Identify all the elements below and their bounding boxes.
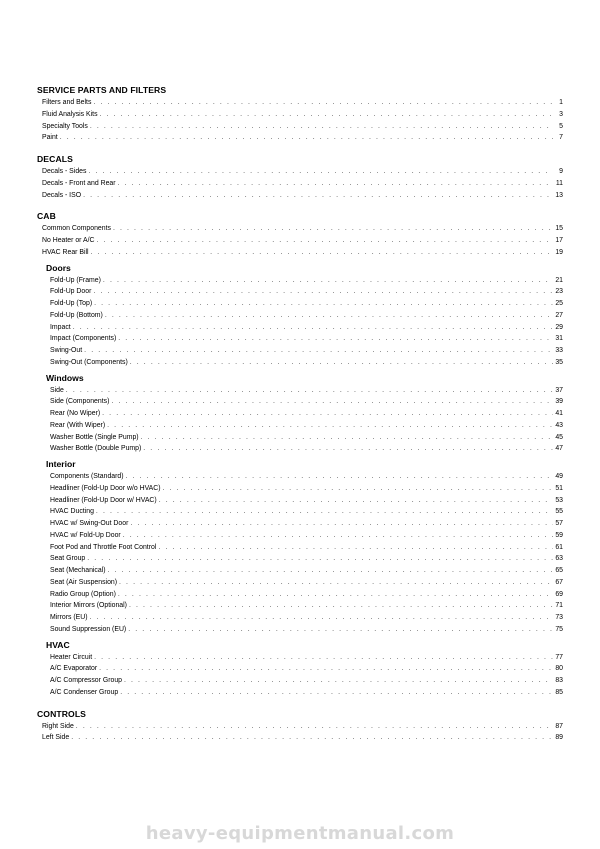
toc-entry-page: 53 bbox=[555, 496, 563, 504]
toc-entry[interactable] bbox=[37, 190, 563, 202]
dot-leader bbox=[118, 178, 553, 190]
toc-entry-page: 73 bbox=[555, 614, 563, 621]
toc-entry-label: Right Side bbox=[42, 722, 74, 730]
toc-entry-label: Interior Mirrors (Optional) bbox=[50, 602, 127, 610]
toc-entry[interactable] bbox=[46, 420, 563, 432]
toc-entry[interactable] bbox=[46, 506, 563, 518]
toc-entry[interactable] bbox=[46, 432, 563, 444]
toc-entry[interactable] bbox=[46, 385, 563, 397]
toc-entry[interactable] bbox=[37, 247, 563, 259]
subsection-title: Windows bbox=[46, 372, 84, 383]
toc-entry-page: 39 bbox=[555, 398, 563, 406]
toc-subsection bbox=[46, 372, 563, 456]
toc-entry-page: 57 bbox=[555, 520, 563, 527]
toc-entry-page: 33 bbox=[555, 347, 563, 354]
toc-entry-label: Fold-Up Door bbox=[50, 288, 92, 296]
toc-entry-page: 29 bbox=[555, 323, 563, 331]
dot-leader bbox=[113, 223, 553, 235]
toc-entry-page: 87 bbox=[555, 722, 563, 730]
toc-entry-label: Paint bbox=[42, 134, 58, 142]
subsection-title: Interior bbox=[46, 459, 76, 469]
toc-entry[interactable] bbox=[46, 483, 563, 495]
toc-subsection bbox=[46, 458, 563, 636]
toc-entry[interactable] bbox=[37, 235, 563, 247]
toc-entry-page: 67 bbox=[555, 578, 563, 586]
toc-entry-page: 13 bbox=[555, 191, 563, 199]
toc-entry[interactable] bbox=[37, 109, 563, 121]
dot-leader bbox=[108, 565, 553, 577]
dot-leader bbox=[123, 530, 553, 542]
toc-entry-page: 89 bbox=[555, 734, 563, 742]
dot-leader bbox=[73, 322, 553, 334]
toc-section bbox=[37, 708, 563, 745]
subsection-title: HVAC bbox=[46, 639, 70, 650]
toc-entry[interactable] bbox=[37, 178, 563, 190]
toc-entry-label: Side bbox=[50, 386, 64, 394]
toc-entry-page: 35 bbox=[555, 358, 563, 366]
toc-entry-page: 9 bbox=[559, 168, 563, 175]
toc-entry-page: 43 bbox=[555, 421, 563, 429]
dot-leader bbox=[107, 420, 553, 432]
toc-entry[interactable] bbox=[46, 443, 563, 455]
toc-entry-label: Headliner (Fold-Up Door w/o HVAC) bbox=[50, 484, 161, 492]
toc-entry-page: 80 bbox=[555, 665, 563, 673]
toc-entry-label: Fluid Analysis Kits bbox=[42, 110, 98, 118]
toc-entry[interactable] bbox=[46, 471, 563, 483]
dot-leader bbox=[71, 732, 553, 744]
toc-entry-page: 17 bbox=[555, 237, 563, 244]
dot-leader bbox=[120, 687, 553, 699]
dot-leader bbox=[94, 652, 553, 664]
toc-entry[interactable] bbox=[46, 357, 563, 369]
toc-entry[interactable] bbox=[46, 589, 563, 601]
toc-entry-label: Swing-Out (Components) bbox=[50, 358, 128, 366]
toc-entry-label: Seat Group bbox=[50, 555, 86, 563]
toc-entry-label: Components (Standard) bbox=[50, 473, 124, 480]
toc-entry-page: 83 bbox=[555, 677, 563, 684]
toc-entry-label: Sound Suppression (EU) bbox=[50, 625, 127, 633]
toc-entry[interactable] bbox=[46, 345, 563, 357]
toc-entry[interactable] bbox=[46, 565, 563, 577]
toc-entry[interactable] bbox=[46, 553, 563, 565]
toc-entry-page: 19 bbox=[555, 248, 563, 256]
dot-leader bbox=[105, 310, 553, 322]
toc-entry[interactable] bbox=[37, 121, 563, 133]
toc-entry-page: 49 bbox=[555, 473, 563, 480]
toc-entry[interactable] bbox=[46, 577, 563, 589]
subsection-title: Doors bbox=[46, 262, 71, 273]
toc-entry-label: No Heater or A/C bbox=[42, 237, 95, 244]
toc-entry-page: 21 bbox=[555, 276, 563, 284]
toc-entry-page: 51 bbox=[555, 484, 563, 492]
toc-entry-page: 23 bbox=[555, 288, 563, 296]
toc-entry[interactable] bbox=[46, 530, 563, 542]
toc-entry[interactable] bbox=[37, 223, 563, 235]
dot-leader bbox=[83, 190, 553, 202]
toc-entry-page: 25 bbox=[555, 300, 563, 307]
dot-leader bbox=[130, 518, 553, 530]
toc-entry-page: 65 bbox=[555, 567, 563, 574]
toc-entry[interactable] bbox=[46, 624, 563, 636]
dot-leader bbox=[119, 577, 553, 589]
toc-entry-page: 5 bbox=[559, 122, 563, 130]
section-title: CAB bbox=[37, 211, 56, 222]
table-of-contents bbox=[37, 84, 563, 753]
toc-entry-page: 45 bbox=[555, 433, 563, 441]
section-title: DECALS bbox=[37, 154, 73, 164]
dot-leader bbox=[66, 385, 553, 397]
toc-section bbox=[37, 84, 563, 144]
dot-leader bbox=[87, 553, 553, 565]
toc-entry-page: 69 bbox=[555, 590, 563, 598]
toc-entry[interactable] bbox=[37, 721, 563, 733]
toc-entry-page: 15 bbox=[555, 225, 563, 233]
toc-entry-page: 27 bbox=[555, 311, 563, 319]
toc-entry[interactable] bbox=[46, 687, 563, 699]
toc-entry[interactable] bbox=[46, 542, 563, 554]
toc-entry-page: 75 bbox=[555, 625, 563, 633]
toc-entry-page: 41 bbox=[555, 410, 563, 417]
toc-entry[interactable] bbox=[46, 310, 563, 322]
dot-leader bbox=[84, 345, 553, 357]
toc-entry-label: A/C Compressor Group bbox=[50, 677, 122, 684]
toc-entry-label: HVAC w/ Swing-Out Door bbox=[50, 520, 129, 527]
toc-entry-label: Fold-Up (Top) bbox=[50, 300, 93, 307]
toc-entry[interactable] bbox=[37, 732, 563, 744]
toc-entry-page: 77 bbox=[555, 653, 563, 661]
toc-entry-label: Decals - ISO bbox=[42, 191, 82, 199]
toc-entry[interactable] bbox=[46, 286, 563, 298]
dot-leader bbox=[158, 542, 553, 554]
dot-leader bbox=[103, 275, 553, 287]
toc-entry[interactable] bbox=[46, 652, 563, 664]
dot-leader bbox=[118, 333, 553, 345]
toc-section bbox=[37, 210, 563, 698]
toc-entry-label: A/C Condenser Group bbox=[50, 688, 119, 696]
toc-entry[interactable] bbox=[37, 97, 563, 109]
toc-entry-page: 11 bbox=[555, 179, 563, 187]
dot-leader bbox=[129, 600, 553, 612]
toc-entry[interactable] bbox=[46, 408, 563, 420]
toc-entry[interactable] bbox=[46, 275, 563, 287]
dot-leader bbox=[91, 247, 553, 259]
toc-entry-label: Common Components bbox=[42, 225, 111, 233]
toc-entry-label: Mirrors (EU) bbox=[50, 614, 88, 621]
toc-entry-label: Impact (Components) bbox=[50, 335, 117, 343]
toc-entry-label: Decals - Sides bbox=[42, 168, 87, 175]
toc-entry-label: Rear (With Wiper) bbox=[50, 421, 106, 429]
dot-leader bbox=[128, 624, 553, 636]
toc-entry-label: Headliner (Fold-Up Door w/ HVAC) bbox=[50, 496, 157, 504]
toc-entry-label: Impact bbox=[50, 323, 71, 331]
toc-entry-label: A/C Evaporator bbox=[50, 665, 98, 673]
dot-leader bbox=[143, 443, 553, 455]
toc-entry-label: HVAC w/ Fold-Up Door bbox=[50, 531, 121, 539]
dot-leader bbox=[126, 471, 553, 483]
toc-entry-label: Washer Bottle (Double Pump) bbox=[50, 445, 142, 453]
dot-leader bbox=[159, 495, 553, 507]
toc-entry[interactable] bbox=[37, 132, 563, 144]
toc-entry-label: Radio Group (Option) bbox=[50, 590, 116, 598]
toc-entry-page: 31 bbox=[555, 335, 563, 343]
watermark: heavy-equipmentmanual.com bbox=[145, 823, 455, 844]
toc-entry-label: HVAC Rear Bill bbox=[42, 248, 89, 256]
toc-section bbox=[37, 153, 563, 201]
dot-leader bbox=[141, 432, 553, 444]
dot-leader bbox=[118, 589, 553, 601]
dot-leader bbox=[111, 396, 553, 408]
toc-entry[interactable] bbox=[46, 298, 563, 310]
toc-entry-label: Side (Components) bbox=[50, 398, 110, 406]
dot-leader bbox=[76, 721, 553, 733]
toc-entry-page: 47 bbox=[555, 445, 563, 453]
dot-leader bbox=[88, 166, 553, 178]
toc-entry[interactable] bbox=[46, 675, 563, 687]
toc-entry-page: 1 bbox=[559, 99, 563, 106]
toc-entry-label: Seat (Air Suspension) bbox=[50, 578, 118, 586]
dot-leader bbox=[90, 121, 553, 133]
dot-leader bbox=[94, 298, 553, 310]
dot-leader bbox=[99, 663, 553, 675]
toc-entry[interactable] bbox=[46, 663, 563, 675]
toc-entry[interactable] bbox=[46, 612, 563, 624]
toc-entry-page: 59 bbox=[555, 531, 563, 539]
toc-entry-label: Foot Pod and Throttle Foot Control bbox=[50, 543, 157, 551]
toc-entry-page: 63 bbox=[555, 555, 563, 563]
toc-entry-label: Washer Bottle (Single Pump) bbox=[50, 433, 139, 441]
toc-entry-label: Decals - Front and Rear bbox=[42, 179, 116, 187]
dot-leader bbox=[90, 612, 553, 624]
toc-entry-label: Fold-Up (Frame) bbox=[50, 276, 101, 284]
toc-entry[interactable] bbox=[46, 396, 563, 408]
toc-entry-label: Filters and Belts bbox=[42, 99, 92, 106]
toc-entry-page: 3 bbox=[559, 110, 563, 118]
dot-leader bbox=[163, 483, 553, 495]
toc-entry[interactable] bbox=[46, 495, 563, 507]
toc-entry[interactable] bbox=[46, 518, 563, 530]
toc-entry-label: Specialty Tools bbox=[42, 122, 88, 130]
toc-entry[interactable] bbox=[37, 166, 563, 178]
toc-subsection bbox=[46, 639, 563, 699]
dot-leader bbox=[100, 109, 553, 121]
toc-entry[interactable] bbox=[46, 322, 563, 334]
toc-entry-page: 71 bbox=[555, 602, 563, 610]
dot-leader bbox=[60, 132, 553, 144]
dot-leader bbox=[93, 97, 553, 109]
dot-leader bbox=[96, 235, 553, 247]
toc-entry-label: HVAC Ducting bbox=[50, 508, 94, 516]
toc-entry-label: Heater Circuit bbox=[50, 653, 93, 661]
toc-entry-page: 85 bbox=[555, 688, 563, 696]
dot-leader bbox=[93, 286, 553, 298]
toc-entry-page: 61 bbox=[555, 543, 563, 551]
toc-subsection bbox=[46, 262, 563, 369]
toc-entry-label: Rear (No Wiper) bbox=[50, 410, 101, 417]
dot-leader bbox=[124, 675, 553, 687]
section-title: CONTROLS bbox=[37, 708, 87, 719]
toc-entry-label: Seat (Mechanical) bbox=[50, 567, 106, 574]
section-title: SERVICE PARTS AND FILTERS bbox=[37, 85, 167, 95]
toc-entry-label: Left Side bbox=[42, 734, 70, 742]
dot-leader bbox=[130, 357, 553, 369]
toc-entry-label: Fold-Up (Bottom) bbox=[50, 311, 103, 319]
toc-entry-page: 55 bbox=[555, 508, 563, 516]
toc-entry-page: 37 bbox=[555, 386, 563, 394]
dot-leader bbox=[102, 408, 553, 420]
toc-entry[interactable] bbox=[46, 333, 563, 345]
toc-entry[interactable] bbox=[46, 600, 563, 612]
toc-entry-page: 7 bbox=[559, 134, 563, 142]
dot-leader bbox=[96, 506, 553, 518]
toc-entry-label: Swing-Out bbox=[50, 347, 83, 354]
